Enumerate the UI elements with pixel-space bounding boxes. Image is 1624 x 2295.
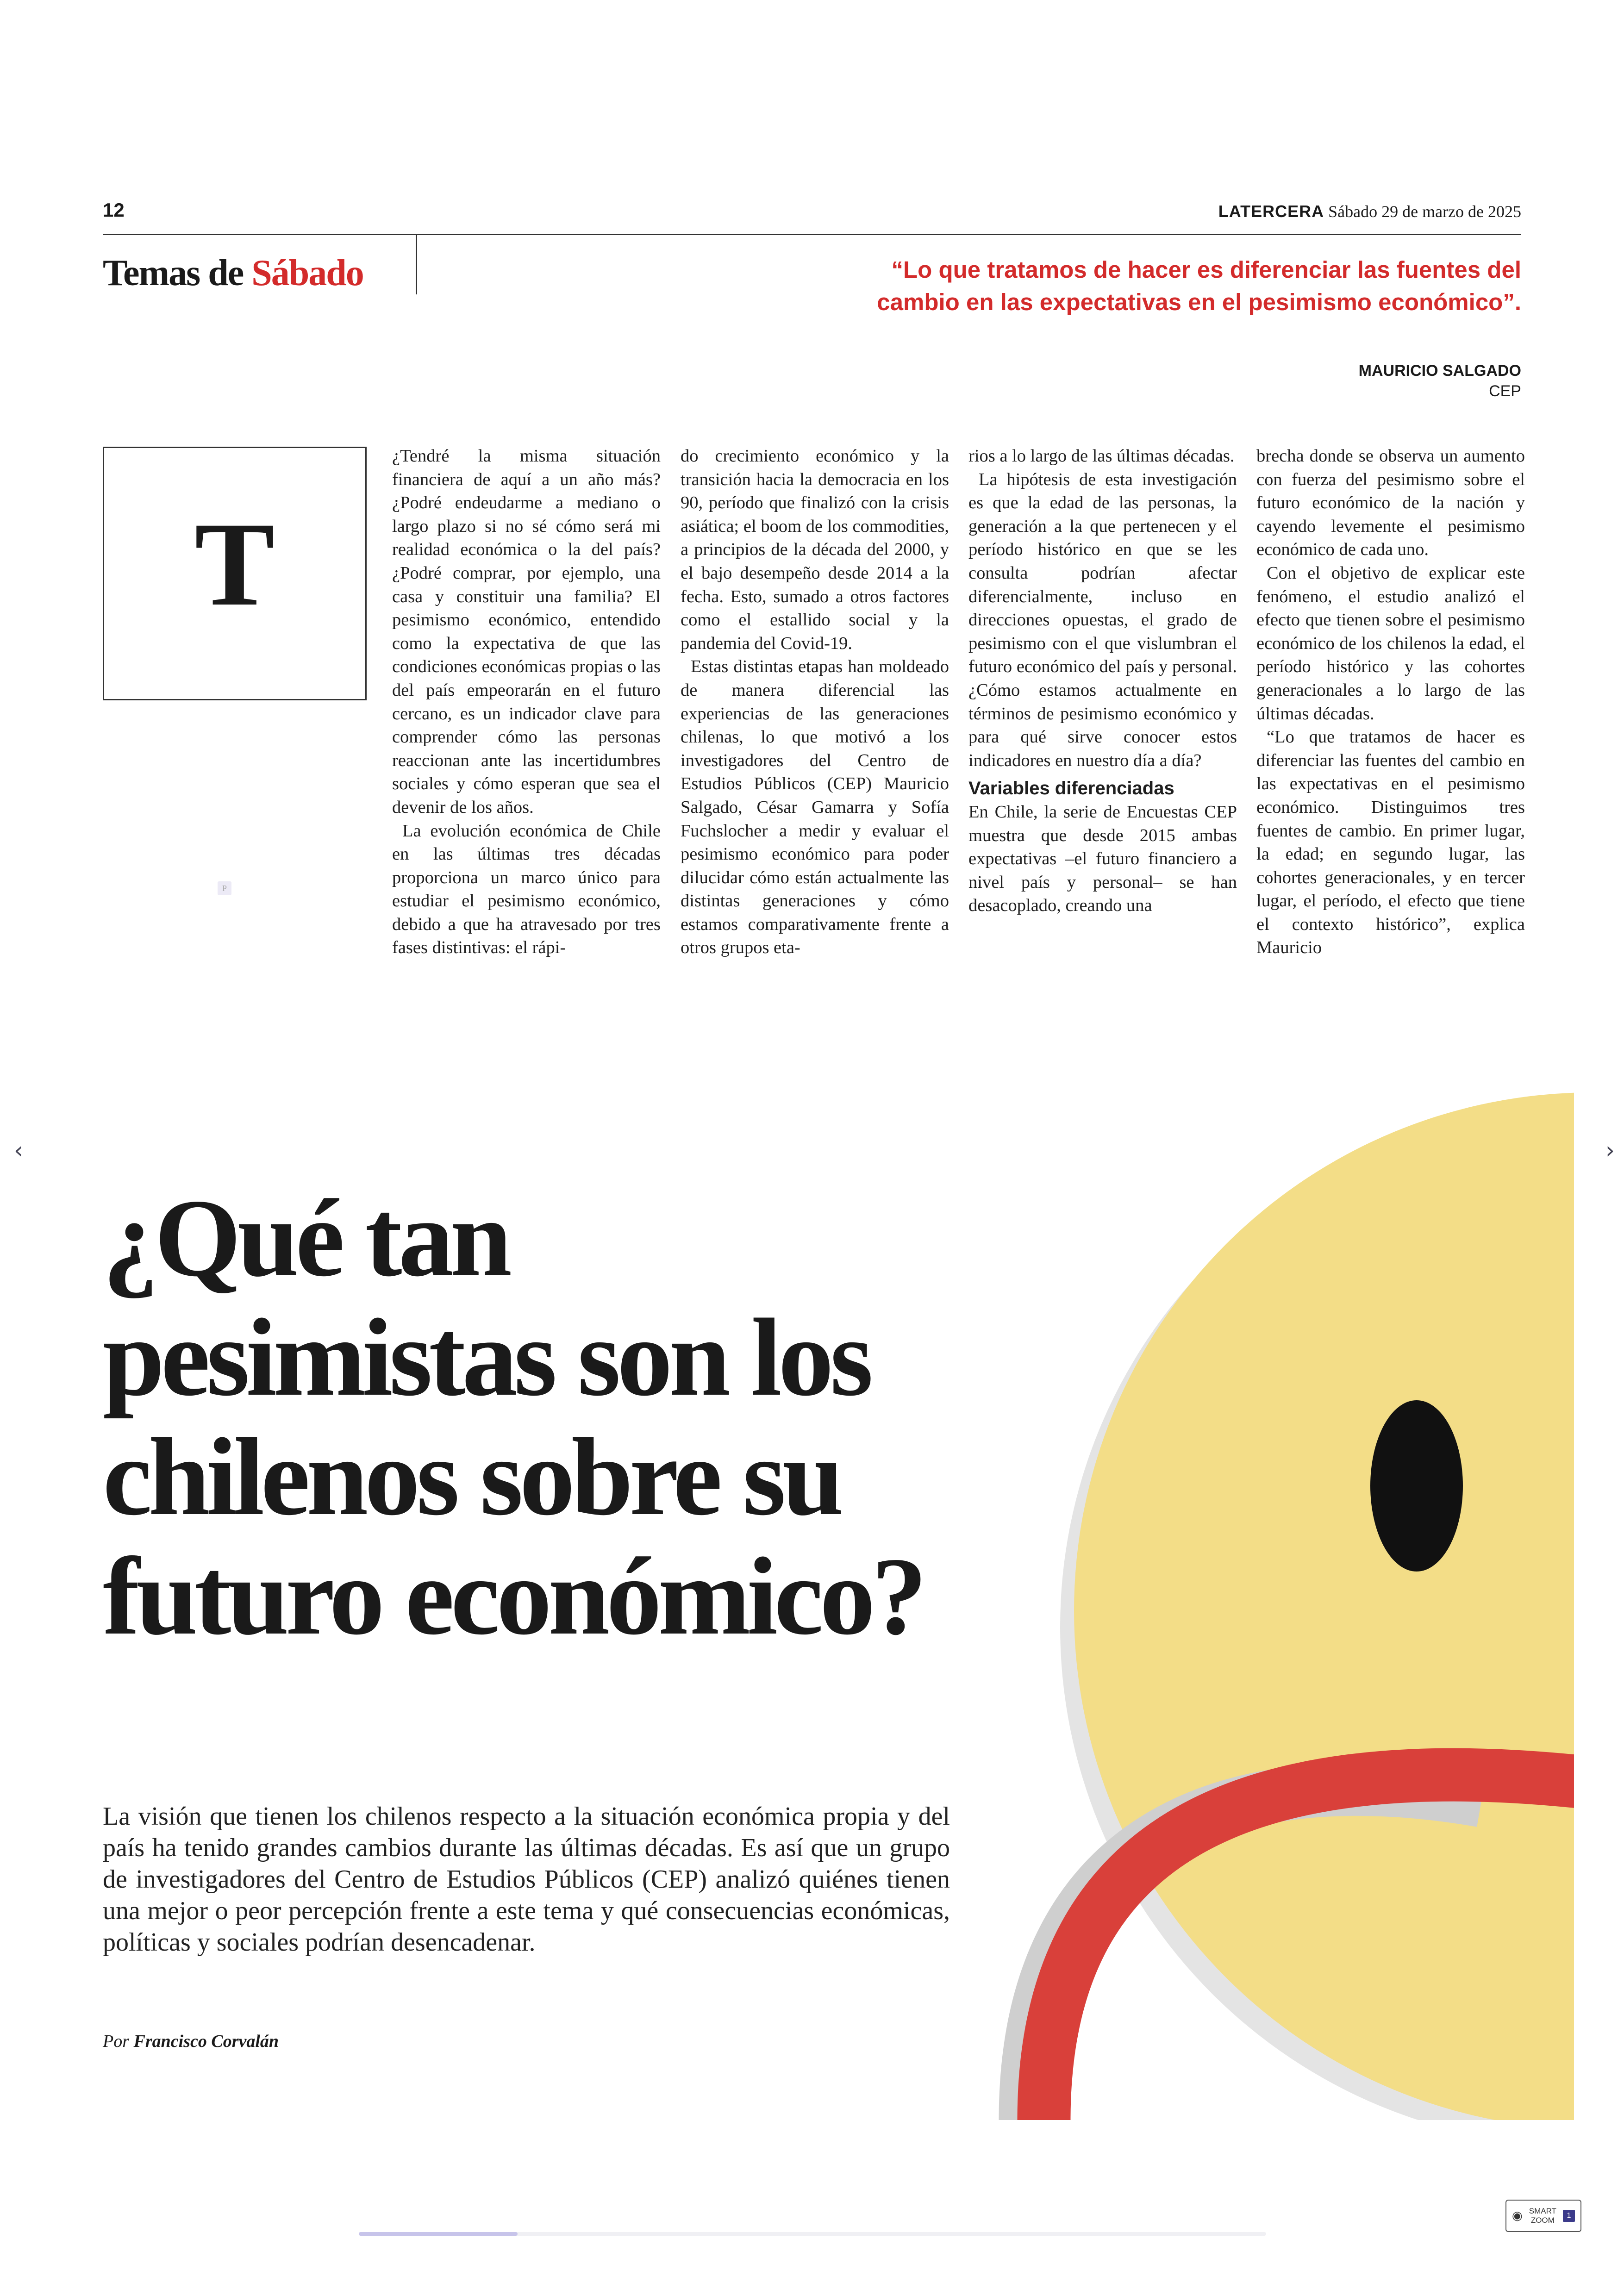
quote-affiliation: CEP [1489,382,1521,400]
smart-zoom-label [1529,2207,1556,2225]
body-column-1 [392,444,661,981]
smart-zoom-line2: ZOOM [1530,2216,1555,2225]
deck: La visión que tienen los chilenos respecto a la situación económica propia y del país ha tenido grandes cambios durante las últimas décadas. Es así que un grupo de investigadores del Centro de Estudios Públicos (CEP) analizó quiénes tienen una mejor o peor percepción frente a este tema y qué consecuencias económicas, políticas y sociales podrían desencadenar. [103,1802,950,1957]
paragraph: La hipótesis de esta investigación es que la edad de las personas, la generación a la que pertenecen y el período histórico en que se les consulta podrían afectar diferencialmente, incluso en direcciones opuestas, el grado de pesimismo con el que vislumbran el futuro económico del país y personal. ¿Cómo estamos actualmente en términos de pesimismo económico y para qué sirve conocer estos indicadores en nuestro día a día? [968,469,1237,770]
paragraph: En Chile, la serie de Encuestas CEP muestra que desde 2015 ambas expectativas –el futuro financiero a nivel país y personal– se han desacoplado, creando una [968,802,1237,916]
page-badge: 1 [1563,2210,1575,2222]
header-rule [103,234,1521,235]
byline [103,2031,279,2052]
sad-face-illustration [972,1060,1574,2120]
page-progress-fill [359,2232,518,2236]
paragraph: Con el objetivo de explicar este fenómeno, el estudio analizó el efecto que tienen sobre el pesimismo económico de los chilenos la edad, el período histórico y las cohortes generacionales a lo largo de las últimas décadas. [1256,563,1525,723]
byline-prefix: Por [103,2032,129,2051]
pull-quote: “Lo que tratamos de hacer es diferenciar las fuentes del cambio en las expectativas en el pesimismo económico”. [877,256,1521,315]
masthead [1218,202,1521,221]
ad-marker-icon[interactable]: P [218,881,231,895]
section-label-accent: Sábado [251,253,363,293]
body-column-3 [968,444,1237,981]
chevron-right-icon[interactable]: › [1605,1137,1615,1164]
byline-author: Francisco Corvalán [133,2032,279,2051]
paragraph: brecha donde se observa un aumento con fuerza del pesimismo sobre el futuro económico de la nación y cayendo levemente el pesimismo económico de cada uno. [1256,446,1525,560]
chevron-left-icon[interactable]: ‹ [14,1137,23,1164]
section-divider [416,235,417,294]
page-number: 12 [103,199,125,221]
paragraph: La evolución económica de Chile en las últimas tres décadas proporciona un marco único para estudiar el pesimismo económico, debido a que ha atravesado por tres fases distintivas: el rápi- [392,821,661,958]
body-column-4 [1256,444,1525,981]
section-label-prefix: Temas de [103,253,244,293]
section-label [103,252,363,294]
paragraph: ¿Tendré la misma situación financiera de aquí a un año más? ¿Podré endeudarme a mediano o largo plazo si no sé cómo será mi realidad económica o la del país? ¿Podré comprar, por ejemplo, una casa y constituir una familia? El pesimismo económico, entendido como la expectativa de que las condiciones económicas propias o las del país empeorarán en el futuro cercano, es un indicador clave para comprender cómo las personas reaccionan ante las incertidumbres sociales y cómo esperan que sea el devenir de los años. [392,446,661,817]
smart-zoom-line1: SMART [1529,2207,1556,2215]
paragraph: Estas distintas etapas han moldeado de manera diferencial las experiencias de las generaciones chilenas, lo que motivó a los investigadores del Centro de Estudios Públicos (CEP) Mauricio Salgado, César Gamarra y Sofía Fuchslocher a medir y evaluar el pesimismo económico para poder dilucidar cómo están actualmente las distintas generaciones y cómo estamos comparativamente frente a otros grupos eta- [681,657,949,958]
paragraph: “Lo que tratamos de hacer es diferenciar las fuentes del cambio en las expectativas en el pesimismo económico. Distinguimos tres fuentes de cambio. En primer lugar, la edad; en segundo lugar, las cohortes generacionales, y en tercer lugar, el período, el efecto que tiene el contexto histórico”, explica Mauricio [1256,727,1525,958]
quote-author: MAURICIO SALGADO [1358,362,1521,380]
paragraph: rios a lo largo de las últimas décadas. [968,446,1235,466]
newspaper-brand: LATERCERA [1218,202,1324,221]
eye-icon [1370,1400,1463,1572]
issue-date: Sábado 29 de marzo de 2025 [1328,202,1521,221]
body-column-2 [681,444,949,981]
drop-cap-letter: T [194,498,275,631]
drop-cap-box [103,447,367,700]
subhead: Variables diferenciadas [968,778,1174,799]
paragraph: do crecimiento económico y la transición hacia la democracia en los 90, período que finalizó con la crisis asiática; el boom de los commodities, a principios de la década del 2000, y el bajo desempeño desde 2014 a la fecha. Esto, sumado a otros factores como el estallido social y la pandemia del Covid-19. [681,446,949,653]
smart-zoom-button[interactable] [1505,2200,1581,2232]
eye-icon: ◉ [1512,2209,1523,2223]
headline: ¿Qué tan pesimistas son los chilenos sobre su futuro económico? [103,1176,924,1658]
